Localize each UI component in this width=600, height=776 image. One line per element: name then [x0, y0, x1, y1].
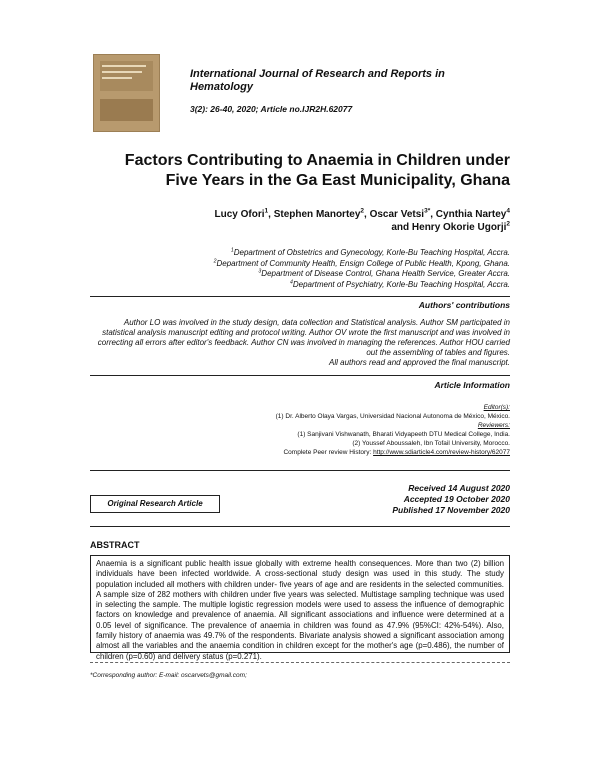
reviewer-entry: (1) Sanjivani Vishwanath, Bharati Vidyapeeth DTU Medical College, India.	[297, 431, 510, 438]
contributions-text	[90, 318, 510, 368]
divider	[90, 526, 510, 527]
affiliation-sup: 1	[230, 247, 234, 254]
divider	[90, 296, 510, 297]
author-and: and	[391, 222, 412, 233]
author-name: Henry Okorie Ugorji	[411, 222, 507, 233]
journal-cover-icon	[93, 54, 160, 132]
article-dates	[330, 483, 510, 516]
contributions-final: All authors read and approved the final manuscript.	[329, 358, 510, 367]
cover-title-line	[102, 77, 132, 79]
affiliation	[120, 269, 510, 280]
author-list	[150, 208, 510, 234]
author-sup: 4	[506, 207, 510, 215]
reviewer-entry: (2) Youssef Aboussaleh, Ibn Tofail University, Morocco.	[352, 440, 510, 447]
editors-label: Editor(s):	[483, 404, 510, 411]
editor-entry: (1) Dr. Alberto Olaya Vargas, Universidad Nacional Autonoma de México, México.	[275, 413, 510, 420]
article-info-block	[200, 403, 510, 457]
cover-title-line	[102, 71, 142, 73]
author-name: Cynthia Nartey	[435, 209, 507, 220]
peer-review-link[interactable]: http://www.sdiarticle4.com/review-history/62077	[373, 449, 510, 456]
affiliation-text: Department of Community Health, Ensign College of Public Health, Kpong, Ghana.	[216, 258, 510, 268]
author-sup: 2	[506, 220, 510, 228]
author-sup: 3*	[424, 207, 431, 215]
article-info-heading: Article Information	[434, 380, 510, 390]
author-sep: ,	[268, 209, 274, 220]
divider	[90, 375, 510, 376]
affiliation-text: Department of Psychiatry, Korle-Bu Teaching Hospital, Accra.	[292, 279, 510, 289]
affiliation-text: Department of Disease Control, Ghana Health Service, Greater Accra.	[261, 269, 510, 278]
author-sup: 2	[360, 207, 365, 215]
journal-name: International Journal of Research and Reports in Hematology	[190, 68, 445, 93]
divider	[90, 470, 510, 471]
published-date: Published 17 November 2020	[392, 505, 510, 515]
corresponding-author: *Corresponding author: E-mail: oscarvets@gmail.com;	[90, 672, 247, 679]
affiliation-text: Department of Obstetrics and Gynecology, Korle-Bu Teaching Hospital, Accra.	[233, 248, 510, 257]
peer-review-label: Complete Peer review History:	[283, 449, 374, 456]
affiliation-sup: 3	[258, 268, 262, 275]
journal-volume-line: 3(2): 26-40, 2020; Article no.IJR2H.62077	[190, 104, 353, 114]
affiliation	[120, 259, 510, 270]
reviewers-label: Reviewers:	[477, 422, 510, 429]
article-type-badge: Original Research Article	[90, 495, 220, 513]
author-sep: ,	[430, 209, 436, 220]
author-name: Lucy Ofori	[214, 209, 265, 220]
affiliation	[120, 248, 510, 259]
received-date: Received 14 August 2020	[408, 483, 510, 493]
contributions-heading: Authors' contributions	[418, 300, 510, 310]
affiliation-sup: 4	[289, 278, 293, 285]
footnote-divider	[90, 662, 510, 663]
peer-review-line	[200, 448, 510, 457]
cover-band	[100, 99, 153, 121]
article-title: Factors Contributing to Anaemia in Children under Five Years in the Ga East Municipality, Ghana	[124, 152, 510, 189]
cover-title-line	[102, 65, 146, 67]
abstract-heading: ABSTRACT	[90, 540, 140, 550]
contributions-body: Author LO was involved in the study design, data collection and Statistical analysis. Author SM participated in statistical analysis manuscript editing and protocol writing. Author OV wrote the first manuscript and was involved in correcting all errors after editor's feedback. Author CN was involved in managing the references. Author HOU carried out the assembling of tables and figures.	[97, 318, 510, 357]
author-name: Stephen Manortey	[273, 209, 361, 220]
abstract-body: Anaemia is a significant public health issue globally with extreme health consequences. More than two (2) billion individuals have been infected worldwide. A cross-sectional study design was used in this study. The study population included all mothers with children under- five years of age and are residents in the selected communities. A sample size of 282 mothers with children under five years was selected. Multistage sampling technique was used in selecting the sample. The multiple logistic regression models were used to assess the influence of demographic factors on knowledge and prevalence of anaemia. All significant associations and influence were determined at a 0.05 level of significance. The prevalence of anaemia in children was found as 47.9% (95%CI: 42%-54%). Also, family history of anaemia was 49.7% of the respondents. Bivariate analysis showed a significant association among almost all the variables and the anaemia condition in children except for the mother's age (p=0.486), the number of children (p=0.60) and delivery status (p=0.271).	[90, 555, 510, 653]
affiliation-sup: 2	[213, 257, 217, 264]
affiliations	[120, 248, 510, 290]
author-sup: 1	[264, 207, 269, 215]
accepted-date: Accepted 19 October 2020	[403, 494, 510, 504]
author-sep: ,	[364, 209, 370, 220]
author-name: Oscar Vetsi	[369, 209, 425, 220]
affiliation	[120, 280, 510, 291]
